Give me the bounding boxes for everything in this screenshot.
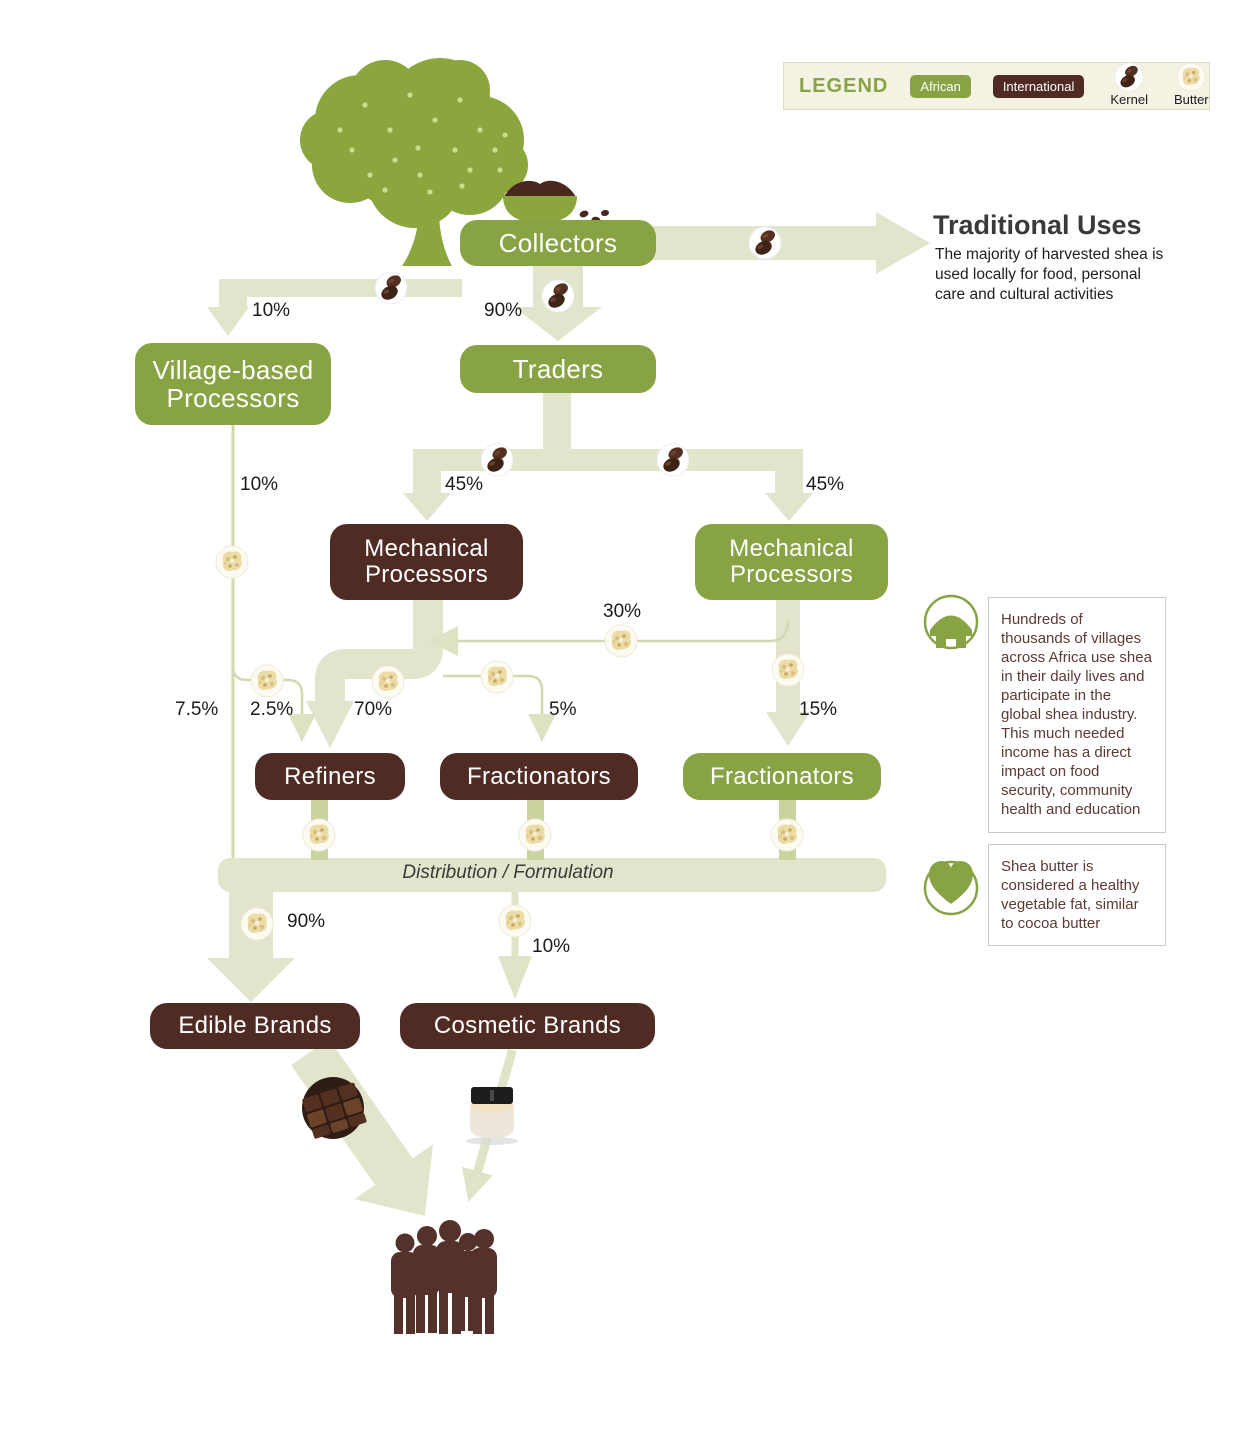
cosmetic-jar-icon (466, 1087, 518, 1145)
legend-butter-label: Butter (1173, 91, 1209, 107)
legend-butter (1174, 62, 1209, 107)
label-collectors-to-traders: 90% (484, 300, 523, 321)
node-village-processors: Village-based Processors (135, 343, 331, 425)
node-cosmetic-brands: Cosmetic Brands (400, 1003, 655, 1049)
kernel-bowl-icon (503, 181, 609, 224)
label-village-to-distribution: 7.5% (175, 699, 219, 720)
label-village-output: 10% (240, 474, 279, 495)
node-fractionators-african: Fractionators (683, 753, 881, 800)
node-refiners: Refiners (255, 753, 405, 800)
butter-icon (1176, 62, 1206, 92)
label-collectors-to-village: 10% (252, 300, 291, 321)
kernel-icon (1114, 62, 1144, 92)
note-villages: Hundreds of thousands of villages across Africa use shea in their daily lives and participate in the global shea industry. This much needed income has a direct impact on food security, community health and education (988, 597, 1166, 833)
legend-kernel-label: Kernel (1110, 91, 1148, 107)
node-collectors: Collectors (460, 220, 656, 266)
label-mech-to-refiners: 70% (354, 699, 393, 720)
node-fractionators-international: Fractionators (440, 753, 638, 800)
label-mech-african-to-fractionators: 15% (799, 699, 838, 720)
note-health: Shea butter is considered a healthy vegetable fat, similar to cocoa butter (988, 844, 1166, 946)
consumers-silhouette (391, 1220, 497, 1334)
distribution-bar-label: Distribution / Formulation (402, 862, 614, 883)
label-traders-to-mech-african: 45% (806, 474, 845, 495)
node-edible-brands: Edible Brands (150, 1003, 360, 1049)
legend-african-badge: African (910, 75, 970, 98)
label-distribution-to-edible: 90% (287, 911, 326, 932)
node-mechanical-processors-international: Mechanical Processors (330, 524, 523, 600)
heart-icon (925, 861, 977, 914)
label-distribution-to-cosmetic: 10% (532, 936, 571, 957)
node-mechanical-processors-african: Mechanical Processors (695, 524, 888, 600)
label-mech-cross-flow: 30% (603, 601, 642, 622)
node-to-bar-stubs (311, 798, 796, 860)
label-traders-to-mech-international: 45% (445, 474, 484, 495)
label-mech-to-fractionators: 5% (549, 699, 577, 720)
traditional-uses-body: The majority of harvested shea is used locally for food, personal care and cultural activities (935, 246, 1164, 303)
node-traders: Traders (460, 345, 656, 393)
label-village-to-refiners: 2.5% (250, 699, 294, 720)
legend-international-badge: International (993, 75, 1085, 98)
traditional-uses-title: Traditional Uses (933, 210, 1142, 240)
village-hut-icon (925, 596, 977, 648)
legend-kernel (1110, 62, 1148, 107)
legend (783, 62, 1210, 110)
legend-title: LEGEND (799, 74, 889, 97)
